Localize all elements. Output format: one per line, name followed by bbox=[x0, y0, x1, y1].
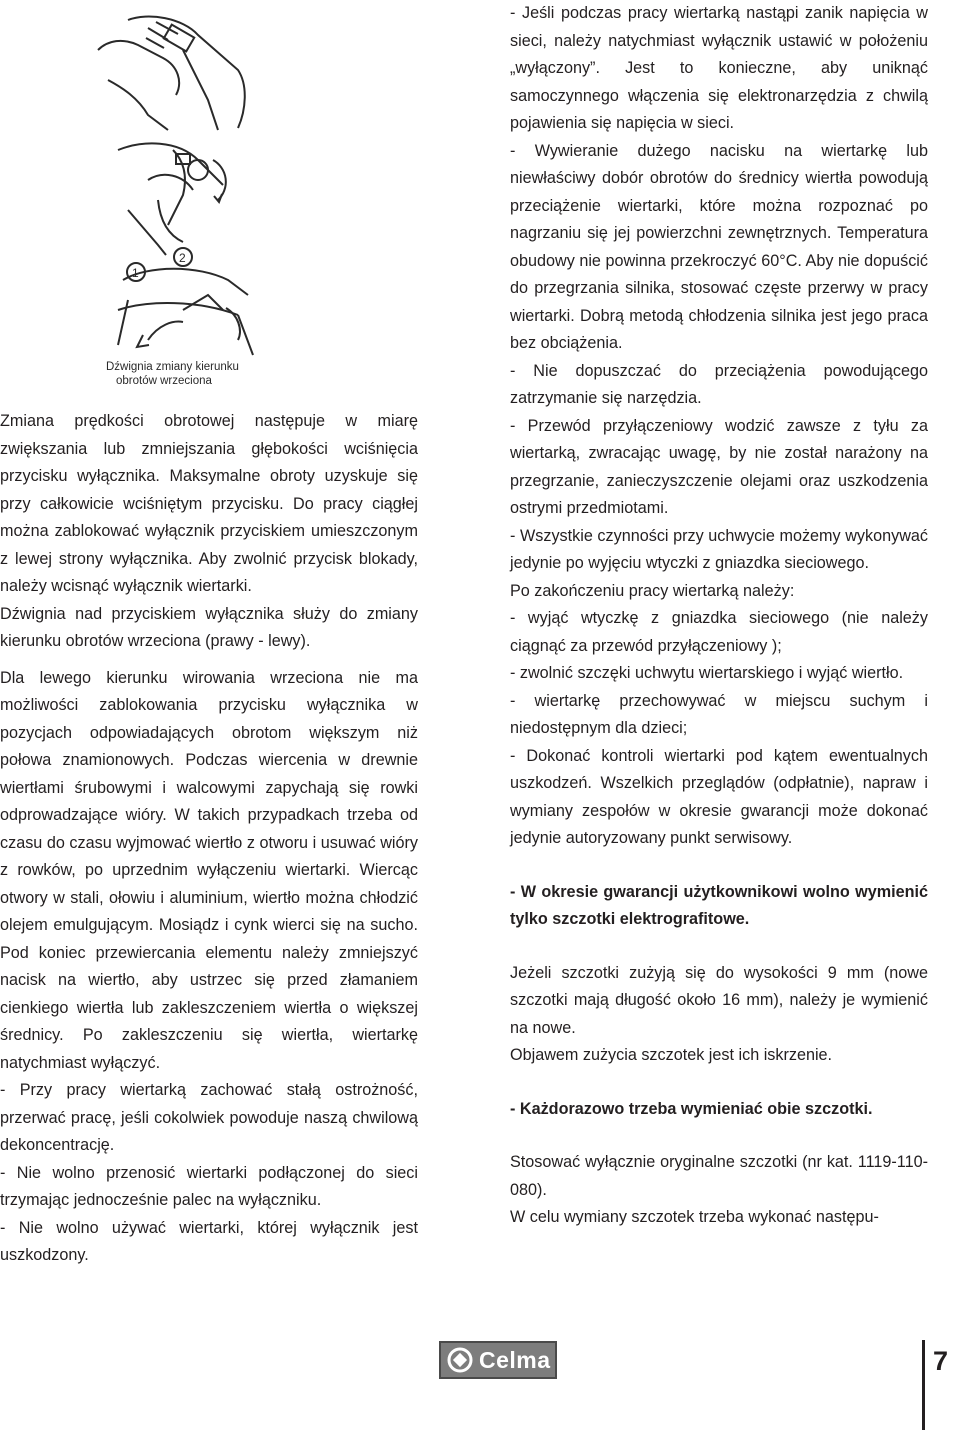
paragraph-direction-lever: Dźwignia nad przyciskiem wyłącznika służy do zmiany kierunku obrotów wrzeciona (prawy - lewy). bbox=[0, 604, 418, 650]
paragraph-storage: - wiertarkę przechowywać w miejscu suchym i niedostępnym dla dzieci; bbox=[510, 691, 928, 737]
drill-handle-drawing bbox=[88, 10, 278, 395]
paragraph-drilling-instructions: Dla lewego kierunku wirowania wrzeciona nie ma możliwości zablokowania przycisku wyłącznika w pozycjach odpowiadających obrotom większym niż połowa znamionowych. Podczas wiercenia w drewnie wiertłami śrubowymi i walcowymi zapychają się rowki odprowadzające wióry. W takich przypadkach trzeba od czasu do czasu wyjmować wiertło z otworu i usuwać wióry z rowków, po uprzednim wyłączeniu wiertarki. Wiercąc otwory w stali, ołowiu i aluminium, wiertło można chłodzić olejem emulgującym. Mosiądz i cynk wierci się na sucho. Pod koniec przewiercania elementu należy zmniejszyć nacisk na wiertło, aby ustrzec się przed złamaniem cienkiego wiertła lub zakleszczeniem wiertła o większej średnicy. Po zakleszczeniu się wiertła, wiertarkę natychmiast wyłączyć. bbox=[0, 668, 418, 1072]
paragraph-warranty-note: - W okresie gwarancji użytkownikowi wolno wymienić tylko szczotki elektrografitowe. bbox=[510, 882, 928, 928]
celma-emblem-icon bbox=[447, 1347, 473, 1373]
paragraph-no-carry-on-switch: - Nie wolno przenosić wiertarki podłączonej do sieci trzymając jednocześnie palec na wyłączniku. bbox=[0, 1163, 418, 1209]
celma-logo bbox=[439, 1341, 557, 1379]
paragraph-unplug: - wyjąć wtyczkę z gniazdka sieciowego (nie należy ciągnąć za przewód przyłączeniowy ); bbox=[510, 609, 928, 655]
right-text-column bbox=[510, 0, 928, 1232]
paragraph-speed-control: Zmiana prędkości obrotowej następuje w miarę zwiększania lub zmniejszania głębokości wciśnięcia przycisku wyłącznika. Maksymalne obroty uzyskuje się przy całkowicie wciśniętym przycisku. Do pracy ciągłej można zablokować wyłącznik przyciskiem umieszczonym z lewej strony wyłącznika. Aby zwolnić przycisk blokady, należy wcisnąć wyłącznik wiertarki. bbox=[0, 412, 418, 595]
page-number: 7 bbox=[933, 1346, 949, 1376]
paragraph-cable-routing: - Przewód przyłączeniowy wodzić zawsze z tyłu za wiertarką, zwracając uwagę, by nie został narażony na przegrzanie, zanieczyszczenie olejami oraz uszkodzenia ostrymi przedmiotami. bbox=[510, 416, 928, 517]
page-number-rule bbox=[922, 1340, 925, 1430]
paragraph-after-work-heading: Po zakończeniu pracy wiertarką należy: bbox=[510, 581, 795, 600]
left-text-column bbox=[0, 408, 418, 1270]
logo-text: Celma bbox=[479, 1346, 551, 1373]
paragraph-release-chuck: - zwolnić szczęki uchwytu wiertarskiego i wyjąć wiertło. bbox=[510, 664, 904, 682]
paragraph-power-loss: - Jeśli podczas pracy wiertarką nastąpi zanik napięcia w sieci, należy natychmiast wyłącznik ustawić w położeniu „wyłączony”. Jest to konieczne, aby uniknąć samoczynnego włączenia się elektronarzędzia z chwilą pojawienia się napięcia w sieci. bbox=[510, 4, 928, 132]
paragraph-replacement-intro: W celu wymiany szczotek trzeba wykonać następu- bbox=[510, 1208, 879, 1226]
marker-1-label: 1 bbox=[132, 266, 139, 280]
switch-illustration bbox=[88, 10, 278, 395]
paragraph-chuck-unplugged: - Wszystkie czynności przy uchwycie możemy wykonywać jedynie po wyjęciu wtyczki z gniazdka sieciowego. bbox=[510, 526, 928, 572]
paragraph-replace-both: - Każdorazowo trzeba wymieniać obie szczotki. bbox=[510, 1099, 873, 1118]
paragraph-brush-sign: Objawem zużycia szczotek jest ich iskrzenie. bbox=[510, 1046, 833, 1064]
paragraph-no-stall: - Nie dopuszczać do przeciążenia powodującego zatrzymanie się narzędzia. bbox=[510, 361, 928, 407]
paragraph-brush-wear: Jeżeli szczotki zużyją się do wysokości 9 mm (nowe szczotki mają długość około 16 mm), należy je wymienić na nowe. bbox=[510, 963, 928, 1037]
paragraph-original-brushes: Stosować wyłącznie oryginalne szczotki (nr kat. 1119-110-080). bbox=[510, 1153, 928, 1199]
paragraph-inspection: - Dokonać kontroli wiertarki pod kątem ewentualnych uszkodzeń. Wszelkich przeglądów (odpłatnie), napraw i wymiany zespołów w okresie gwarancji może dokonać jedynie autoryzowany punkt serwisowy. bbox=[510, 746, 928, 847]
paragraph-caution: - Przy pracy wiertarką zachować stałą ostrożność, przerwać pracę, jeśli cokolwiek powoduje naszą chwilową dekoncentrację. bbox=[0, 1081, 418, 1154]
figure-label-line-2: obrotów wrzeciona bbox=[116, 375, 212, 387]
figure-label-line-1: Dźwignia zmiany kierunku bbox=[106, 361, 239, 373]
marker-2-label: 2 bbox=[179, 251, 186, 265]
paragraph-damaged-switch: - Nie wolno używać wiertarki, której wyłącznik jest uszkodzony. bbox=[0, 1218, 418, 1264]
paragraph-overload: - Wywieranie dużego nacisku na wiertarkę lub niewłaściwy dobór obrotów do średnicy wiertła powodują przeciążenie wiertarki, które można rozpoznać po nagrzaniu się jej powierzchni zewnętrznych. Temperatura obudowy nie powinna przekroczyć 60°C. Aby nie dopuścić do przegrzania silnika, stosować częste przerwy w pracy wiertarki. Dobrą metodą chłodzenia silnika jest jego praca bez obciążenia. bbox=[510, 141, 928, 352]
